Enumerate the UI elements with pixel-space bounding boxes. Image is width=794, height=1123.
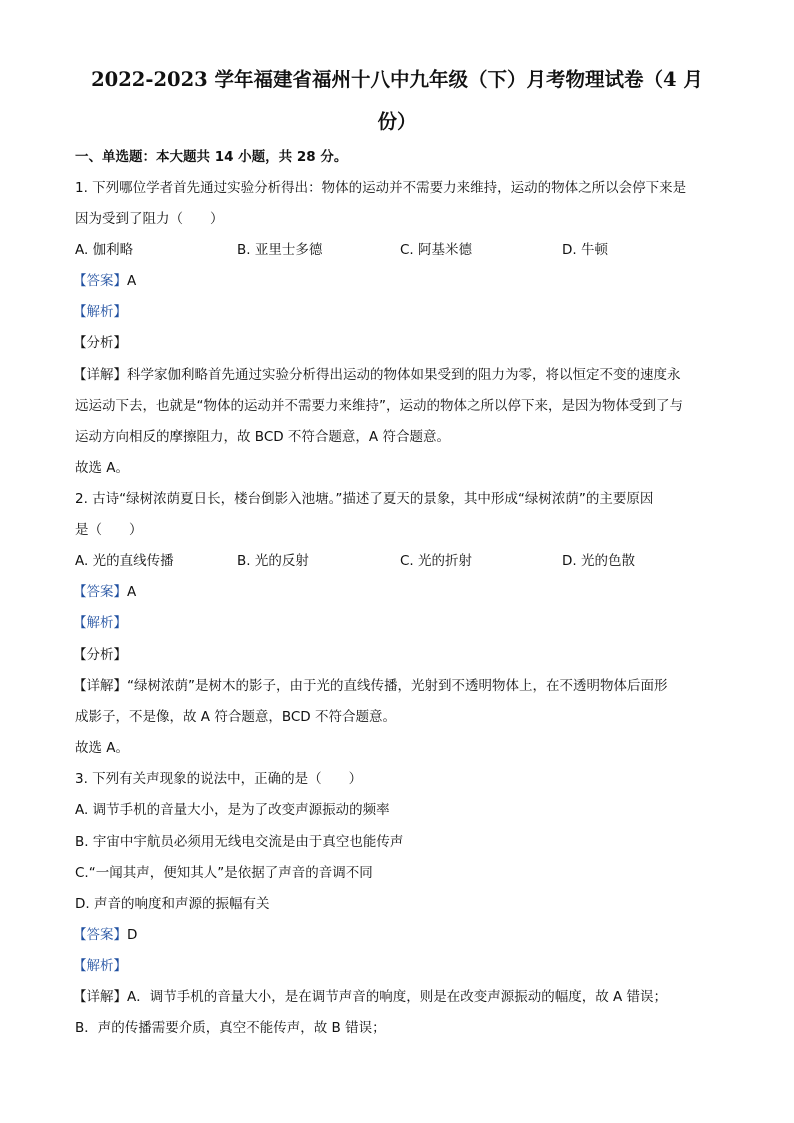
q3-stem: 3. 下列有关声现象的说法中，正确的是（ ） — [75, 771, 363, 787]
q3-answer — [73, 926, 137, 944]
q1-fenxi-tag: 【分析】 — [73, 335, 127, 351]
exam-title-line1: 2022-2023 学年福建省福州十八中九年级（下）月考物理试卷（4 月 — [91, 68, 703, 91]
q2-option-a: A. 光的直线传播 — [75, 553, 174, 569]
answer-value: A — [127, 584, 137, 600]
q1-answer — [73, 272, 136, 290]
exam-title-line2: 份） — [377, 110, 417, 133]
q2-fenxi-tag: 【分析】 — [73, 647, 127, 663]
q3-detail-line1 — [73, 988, 667, 1006]
q2-stem-line1: 2. 古诗“绿树浓荫夏日长，楼台倒影入池塘。”描述了夏天的景象，其中形成“绿树浓荫”的主要原因 — [75, 491, 654, 507]
q2-option-c: C. 光的折射 — [400, 553, 473, 569]
q1-stem-line1: 1. 下列哪位学者首先通过实验分析得出：物体的运动并不需要力来维持，运动的物体之所以会停下来是 — [75, 180, 687, 196]
answer-tag: 【答案】 — [73, 927, 127, 943]
q2-option-d: D. 光的色散 — [562, 553, 635, 569]
q3-option-c: C.“一闻其声，便知其人”是依据了声音的音调不同 — [75, 865, 373, 881]
q1-conclusion: 故选 A。 — [75, 460, 130, 476]
detail-tag: 【详解】 — [73, 678, 127, 694]
detail-tag: 【详解】 — [73, 367, 127, 383]
section-heading: 一、单选题：本大题共 14 小题，共 28 分。 — [75, 149, 348, 165]
detail-tag: 【详解】 — [73, 989, 127, 1005]
detail-text: 科学家伽利略首先通过实验分析得出运动的物体如果受到的阻力为零，将以恒定不变的速度永 — [127, 367, 681, 383]
q3-option-a: A. 调节手机的音量大小，是为了改变声源振动的频率 — [75, 802, 390, 818]
answer-value: D — [127, 927, 138, 943]
q1-detail-line3: 运动方向相反的摩擦阻力，故 BCD 不符合题意，A 符合题意。 — [75, 429, 450, 445]
q2-jiexi-tag: 【解析】 — [73, 615, 127, 631]
q2-detail-line2: 成影子，不是像，故 A 符合题意，BCD 不符合题意。 — [75, 709, 396, 725]
answer-tag: 【答案】 — [73, 584, 127, 600]
answer-value: A — [127, 273, 137, 289]
q1-option-a: A. 伽利略 — [75, 242, 134, 258]
q2-stem-line2: 是（ ） — [75, 522, 143, 538]
q1-option-c: C. 阿基米德 — [400, 242, 473, 258]
q1-jiexi-tag: 【解析】 — [73, 304, 127, 320]
detail-text: A．调节手机的音量大小，是在调节声音的响度，则是在改变声源振动的幅度，故 A 错误； — [127, 989, 668, 1005]
q2-detail-line1 — [73, 677, 668, 695]
q1-detail-line1 — [73, 366, 681, 384]
q1-stem-line2: 因为受到了阻力（ ） — [75, 211, 224, 227]
q3-jiexi-tag: 【解析】 — [73, 958, 127, 974]
q1-detail-line2: 远运动下去，也就是“物体的运动并不需要力来维持”，运动的物体之所以停下来，是因为物体受到了与 — [75, 398, 683, 414]
q1-option-b: B. 亚里士多德 — [237, 242, 323, 258]
q1-option-d: D. 牛顿 — [562, 242, 608, 258]
answer-tag: 【答案】 — [73, 273, 127, 289]
q2-answer — [73, 583, 136, 601]
q3-detail-line2: B．声的传播需要介质，真空不能传声，故 B 错误； — [75, 1020, 386, 1036]
q2-option-b: B. 光的反射 — [237, 553, 309, 569]
q3-option-b: B. 宇宙中宇航员必须用无线电交流是由于真空也能传声 — [75, 834, 404, 850]
detail-text: “绿树浓荫”是树木的影子，由于光的直线传播，光射到不透明物体上，在不透明物体后面形 — [127, 678, 668, 694]
q3-option-d: D. 声音的响度和声源的振幅有关 — [75, 896, 270, 912]
q2-conclusion: 故选 A。 — [75, 740, 130, 756]
